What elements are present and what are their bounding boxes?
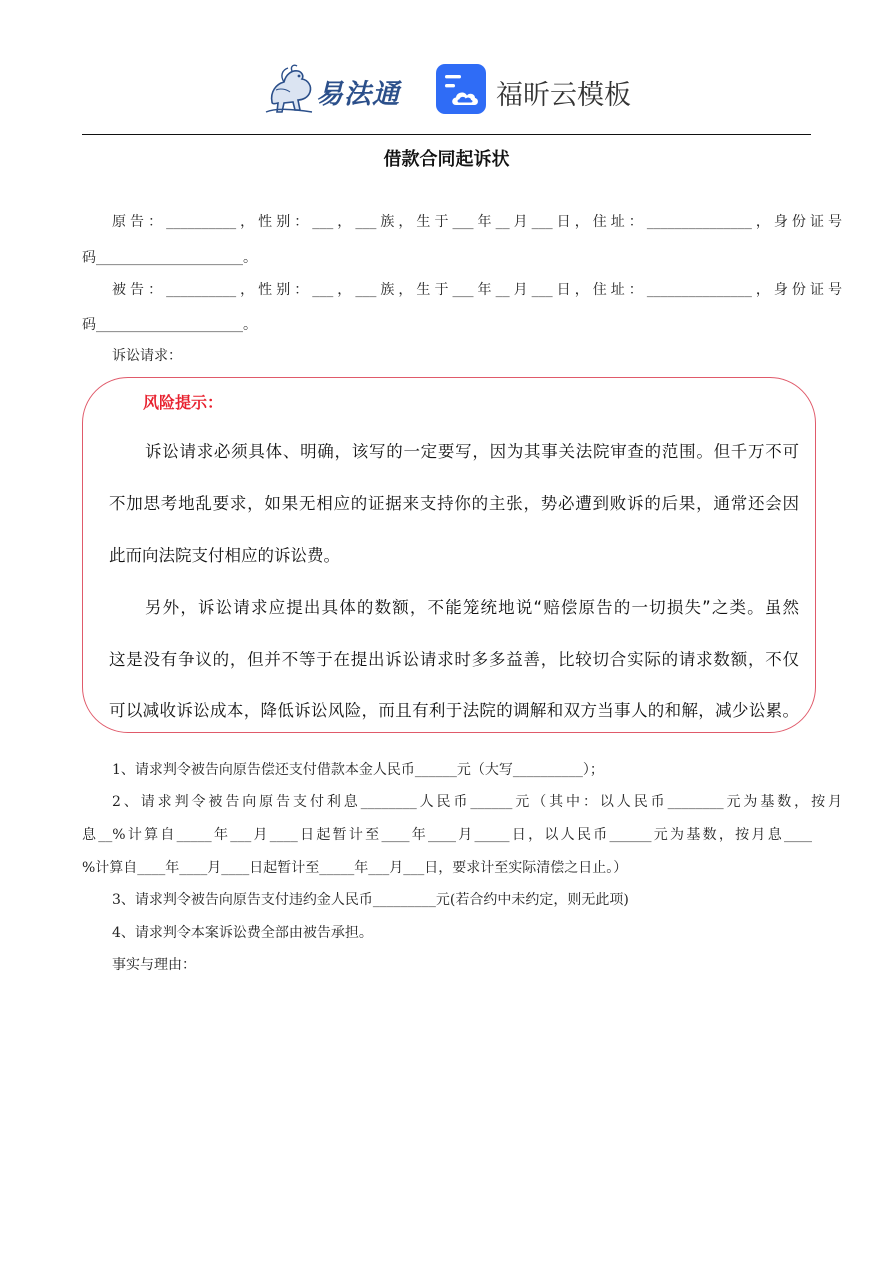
header [0,58,893,122]
plaintiff-id-line: 码_____________________。 [82,250,257,266]
claim-item-2: 2、请求判令被告向原告支付利息________人民币______元（其中：以人民币________元为基数，按月 [112,794,842,810]
claim-item-3: 3、请求判令被告向原告支付违约金人民币_________元(若合约中未约定，则无此项) [112,892,629,908]
risk-line: 这是没有争议的，但并不等于在提出诉讼请求时多多益善，比较切合实际的请求数额，不仅 [109,650,799,669]
cloud-document-icon [436,64,486,114]
risk-line: 不加思考地乱要求，如果无相应的证据来支持你的主张，势必遭到败诉的后果，通常还会因 [109,494,799,513]
fuxin-logo [436,64,636,116]
yifatong-logo [262,62,412,118]
facts-heading: 事实与理由： [112,957,196,973]
yifatong-logo-text: 易法通 [316,79,400,110]
qilin-icon [262,62,318,118]
document-title: 借款合同起诉状 [383,149,510,170]
risk-line: 可以减收诉讼成本，降低诉讼风险，而且有利于法院的调解和双方当事人的和解，减少讼累。 [109,701,799,720]
claim-item-2-cont: %计算自____年____月____日起暂计至_____年___月___日，要求计至实际清偿之日止。） [82,860,628,876]
risk-line: 另外，诉讼请求应提出具体的数额，不能笼统地说“赔偿原告的一切损失”之类。虽然 [145,598,799,617]
risk-warning-title: 风险提示： [143,393,224,412]
claim-item-2-cont: 息__%计算自_____年___月____日起暂计至____年____月_____日，以人民币______元为基数，按月息____ [82,827,812,843]
risk-line: 诉讼请求必须具体、明确，该写的一定要写，因为其事关法院审查的范围。但千万不可 [145,442,799,461]
claim-item-1: 1、请求判令被告向原告偿还支付借款本金人民币______元（大写__________）； [112,762,604,778]
fuxin-logo-text: 福昕云模板 [496,80,631,111]
header-divider [82,134,811,135]
risk-line: 此而向法院支付相应的诉讼费。 [109,546,340,565]
claim-item-4: 4、请求判令本案诉讼费全部由被告承担。 [112,925,373,941]
risk-warning-box [82,377,816,733]
plaintiff-line: 原告：__________，性别：___，___族，生于___年__月___日，住址：_______________，身份证号 [112,214,842,230]
claims-heading: 诉讼请求： [112,348,182,364]
defendant-id-line: 码_____________________。 [82,317,257,333]
defendant-line: 被告：__________，性别：___，___族，生于___年__月___日，住址：_______________，身份证号 [112,282,842,298]
